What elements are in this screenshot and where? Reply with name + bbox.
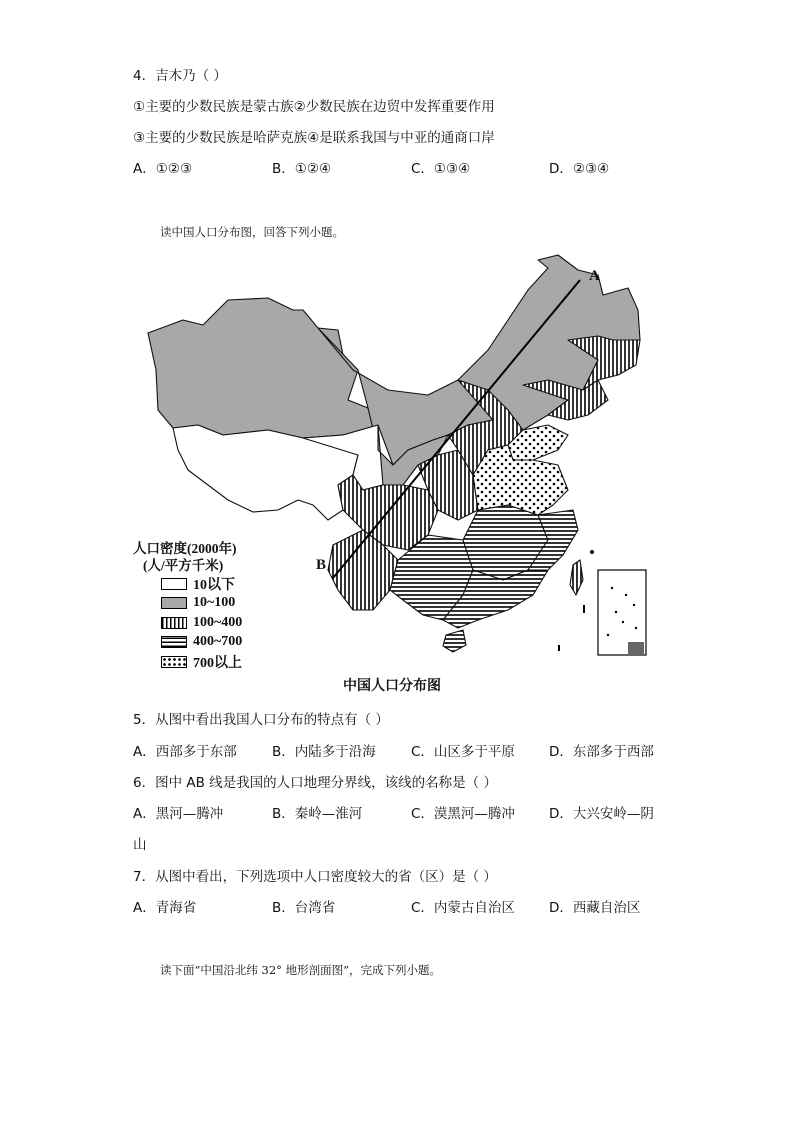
q7-stem: 7．从图中看出，下列选项中人口密度较大的省（区）是（ ） bbox=[133, 869, 497, 885]
legend-title: 人口密度(2000年) bbox=[133, 541, 237, 556]
map-legend bbox=[133, 540, 242, 672]
swatch-white bbox=[161, 578, 187, 590]
q6-option-c: C．漠黑河—腾冲 bbox=[411, 806, 515, 822]
q4-option-c: C．①③④ bbox=[411, 161, 471, 177]
region-xinjiang bbox=[148, 298, 378, 438]
q7-option-b: B．台湾省 bbox=[272, 900, 336, 916]
intro-population-map: 读中国人口分布图，回答下列小题。 bbox=[160, 225, 344, 239]
swatch-vertical-stripes bbox=[161, 617, 187, 629]
q5-option-a: A．西部多于东部 bbox=[133, 744, 237, 760]
legend-label: 700以上 bbox=[193, 655, 242, 671]
q6-stem: 6．图中 AB 线是我国的人口地理分界线，该线的名称是（ ） bbox=[133, 775, 497, 791]
legend-row-3 bbox=[161, 613, 242, 633]
map-label-a: A bbox=[589, 268, 600, 284]
q7-option-c: C．内蒙古自治区 bbox=[411, 900, 515, 916]
legend-row-2 bbox=[161, 594, 242, 614]
q4-option-a: A．①②③ bbox=[133, 161, 193, 177]
q5-option-c: C．山区多于平原 bbox=[411, 744, 515, 760]
q6-option-a: A．黑河—腾冲 bbox=[133, 806, 224, 822]
q6-option-d: D．大兴安岭—阴 bbox=[549, 806, 654, 822]
intro-terrain-profile: 读下面“中国沿北纬 32° 地形剖面图”，完成下列小题。 bbox=[160, 963, 441, 977]
q5-option-b: B．内陆多于沿海 bbox=[272, 744, 376, 760]
q7-option-d: D．西藏自治区 bbox=[549, 900, 641, 916]
q5-stem: 5．从图中看出我国人口分布的特点有（ ） bbox=[133, 712, 389, 728]
legend-label: 10~100 bbox=[193, 595, 236, 611]
south-china-sea-inset bbox=[598, 570, 646, 655]
map-label-b: B bbox=[316, 557, 327, 573]
legend-label: 100~400 bbox=[193, 614, 243, 630]
swatch-horizontal-stripes bbox=[161, 636, 187, 648]
q4-stem: 4．吉木乃（ ） bbox=[133, 68, 227, 84]
q4-option-d: D．②③④ bbox=[549, 161, 610, 177]
q5-option-d: D．东部多于西部 bbox=[549, 744, 654, 760]
swatch-gray bbox=[161, 597, 187, 609]
q6-option-b: B．秦岭—淮河 bbox=[272, 806, 363, 822]
q7-option-a: A．青海省 bbox=[133, 900, 197, 916]
legend-label: 400~700 bbox=[193, 634, 243, 650]
legend-unit: (人/平方千米) bbox=[143, 558, 224, 573]
swatch-dots bbox=[161, 656, 187, 668]
q4-option-b: B．①②④ bbox=[272, 161, 332, 177]
map-caption: 中国人口分布图 bbox=[343, 678, 441, 694]
q4-statement-1-2: ①主要的少数民族是蒙古族②少数民族在边贸中发挥重要作用 bbox=[133, 99, 495, 115]
q6-option-d-wrap: 山 bbox=[133, 837, 147, 853]
legend-label: 10以下 bbox=[193, 577, 235, 593]
legend-row-4 bbox=[161, 633, 242, 653]
q4-statement-3-4: ③主要的少数民族是哈萨克族④是联系我国与中亚的通商口岸 bbox=[133, 130, 495, 146]
region-hainan bbox=[443, 630, 466, 652]
region-taiwan bbox=[570, 560, 583, 595]
legend-row-1 bbox=[161, 574, 242, 594]
legend-row-5 bbox=[161, 652, 242, 672]
